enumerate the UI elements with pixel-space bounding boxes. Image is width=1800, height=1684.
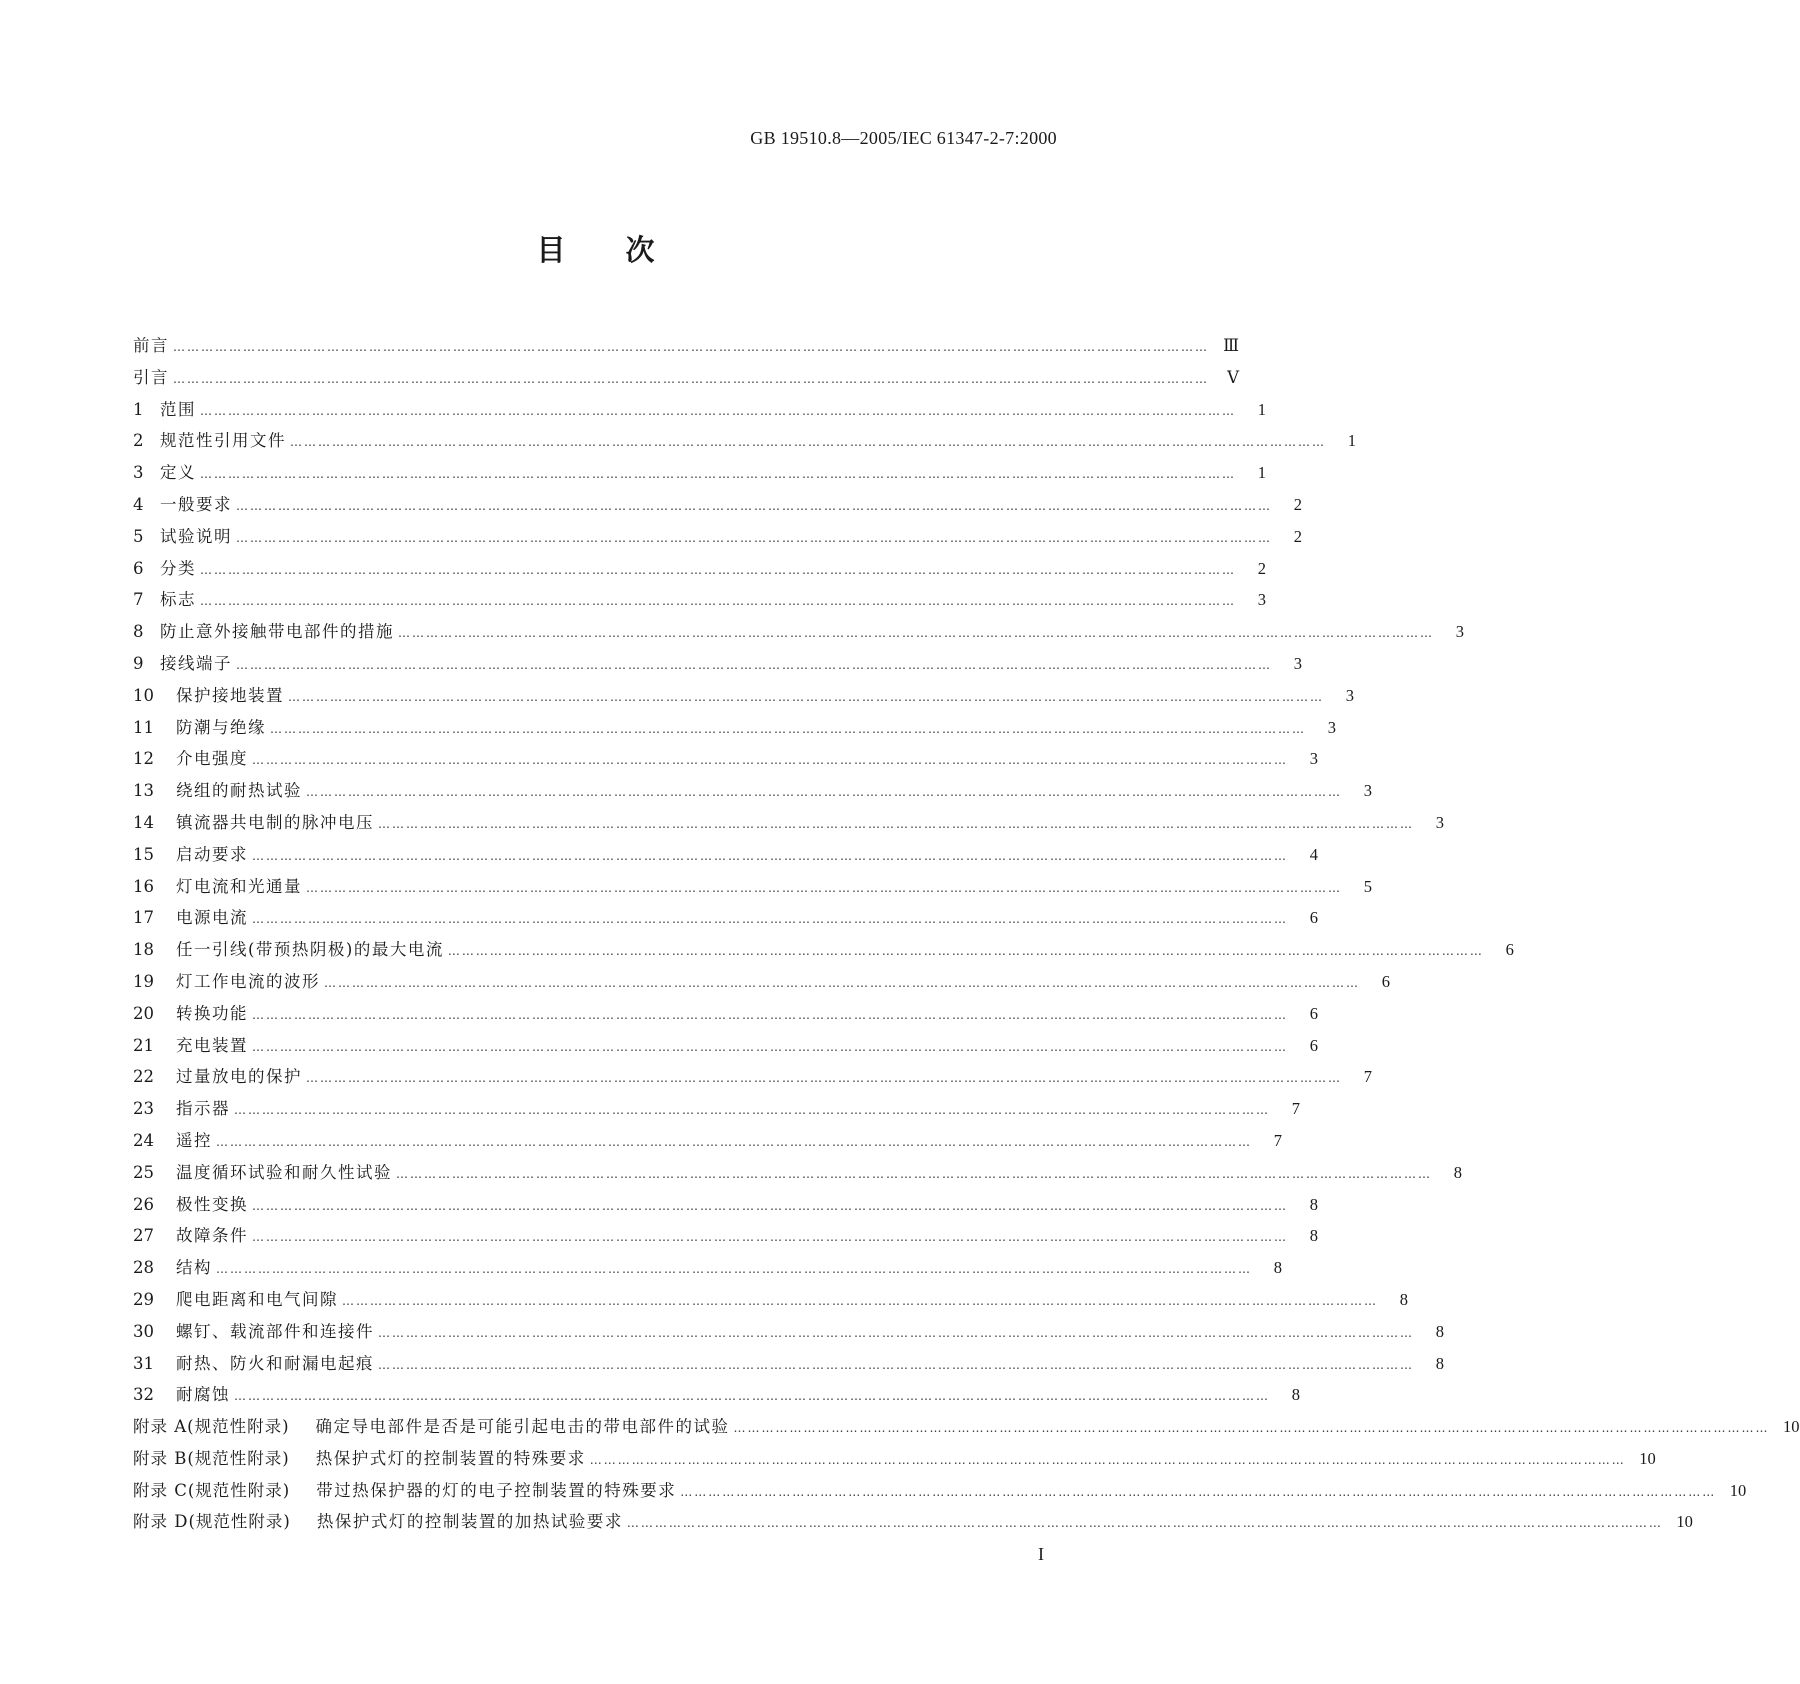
- toc-entry-number: 14: [133, 812, 154, 832]
- toc-entry[interactable]: [133, 491, 1302, 523]
- toc-entry-title: 前言: [133, 336, 169, 355]
- toc-entry-page: 4: [1309, 844, 1318, 864]
- dot-leader: ……………………………………………………………………………………………………………………………………………………………………………………………………: [306, 785, 1342, 800]
- toc-entry-page: 3: [1293, 653, 1302, 673]
- toc-annex-entry[interactable]: [133, 1508, 1693, 1540]
- dot-leader: ……………………………………………………………………………………………………………………………………………………………………………………………………: [626, 1516, 1663, 1531]
- toc-entry-page: 3: [1327, 717, 1336, 737]
- toc-entry-title: 规范性引用文件: [160, 431, 286, 451]
- toc-entry-title: 转换功能: [176, 1003, 248, 1023]
- toc-entry-number: 26: [133, 1194, 154, 1214]
- toc-entry-number: 16: [133, 876, 154, 896]
- toc-entry-number: 23: [133, 1099, 154, 1119]
- toc-entry-page: 1: [1257, 399, 1266, 419]
- annex-page: 10: [1729, 1480, 1747, 1500]
- toc-entry-number: 5: [133, 526, 144, 546]
- toc-entry[interactable]: [133, 396, 1266, 428]
- toc-entry-title: 任一引线(带预热阴极)的最大电流: [176, 940, 444, 960]
- toc-entry-title: 范围: [160, 399, 196, 419]
- dot-leader: ……………………………………………………………………………………………………………………………………………………………………………………………………: [270, 721, 1306, 736]
- toc-entry-number: 10: [133, 685, 154, 705]
- dot-leader: ……………………………………………………………………………………………………………………………………………………………………………………………………: [200, 403, 1236, 418]
- annex-page: 10: [1639, 1448, 1656, 1468]
- dot-leader: ……………………………………………………………………………………………………………………………………………………………………………………………………: [234, 1389, 1270, 1404]
- toc-entry[interactable]: [133, 1032, 1318, 1064]
- toc-entry-number: 28: [133, 1258, 154, 1278]
- toc-entry[interactable]: [133, 1350, 1444, 1382]
- toc-entry[interactable]: [133, 936, 1514, 968]
- toc-entry-title: 标志: [160, 590, 196, 610]
- toc-entry-page: 6: [1309, 1035, 1318, 1055]
- annex-title: 热保护式灯的控制装置的加热试验要求: [316, 1512, 623, 1532]
- toc-entry-number: 2: [133, 431, 144, 451]
- annex-label: 附录 C(规范性附录): [133, 1480, 291, 1500]
- toc-entry-page: 2: [1293, 526, 1302, 546]
- toc-entry[interactable]: [133, 523, 1302, 555]
- page-title: 目次: [536, 233, 715, 267]
- dot-leader: ……………………………………………………………………………………………………………………………………………………………………………………………………: [252, 1198, 1288, 1213]
- dot-leader: ……………………………………………………………………………………………………………………………………………………………………………………………………: [396, 1166, 1432, 1181]
- toc-entry[interactable]: [133, 1222, 1318, 1254]
- toc-entry-number: 22: [133, 1067, 154, 1087]
- dot-leader: ……………………………………………………………………………………………………………………………………………………………………………………………………: [306, 1071, 1342, 1086]
- toc-entry-page: 7: [1363, 1067, 1372, 1087]
- toc-entry[interactable]: [133, 459, 1266, 491]
- toc-entry[interactable]: [133, 1254, 1282, 1286]
- toc-entry-page: 3: [1455, 622, 1464, 642]
- dot-leader: ……………………………………………………………………………………………………………………………………………………………………………………………………: [378, 1357, 1414, 1372]
- toc-entry-title: 极性变换: [176, 1194, 248, 1214]
- dot-leader: ……………………………………………………………………………………………………………………………………………………………………………………………………: [398, 626, 1434, 641]
- toc-entry-title: 螺钉、载流部件和连接件: [176, 1321, 374, 1341]
- toc-entry[interactable]: [133, 427, 1356, 459]
- toc-entry[interactable]: [133, 714, 1336, 746]
- toc-entry-page: 3: [1257, 590, 1266, 610]
- dot-leader: ……………………………………………………………………………………………………………………………………………………………………………………………………: [342, 1293, 1378, 1308]
- dot-leader: ……………………………………………………………………………………………………………………………………………………………………………………………………: [324, 975, 1360, 990]
- toc-entry-title: 保护接地装置: [176, 685, 284, 705]
- toc-entry-page: 6: [1309, 1003, 1318, 1023]
- dot-leader: ……………………………………………………………………………………………………………………………………………………………………………………………………: [378, 816, 1414, 831]
- toc-entry-title: 耐腐蚀: [176, 1385, 230, 1405]
- toc-entry-number: 13: [133, 781, 154, 801]
- toc-entry-number: 4: [133, 494, 144, 514]
- toc-entry-page: 1: [1257, 463, 1266, 483]
- toc-entry[interactable]: [133, 1381, 1300, 1413]
- toc-entry-title: 引言: [133, 367, 169, 387]
- toc-entry-title: 过量放电的保护: [176, 1067, 302, 1087]
- toc-entry-number: 1: [133, 399, 144, 419]
- dot-leader: ……………………………………………………………………………………………………………………………………………………………………………………………………: [173, 340, 1209, 354]
- toc-entry-number: 7: [133, 590, 144, 610]
- dot-leader: ……………………………………………………………………………………………………………………………………………………………………………………………………: [236, 530, 1272, 545]
- annex-title: 热保护式灯的控制装置的特殊要求: [315, 1448, 586, 1468]
- toc-entry-page: 3: [1309, 749, 1318, 769]
- toc-entry-number: 32: [133, 1385, 154, 1405]
- toc-entry-title: 试验说明: [160, 526, 232, 546]
- toc-entry[interactable]: [133, 1095, 1300, 1127]
- dot-leader: ……………………………………………………………………………………………………………………………………………………………………………………………………: [200, 594, 1236, 609]
- toc-entry[interactable]: [133, 841, 1318, 873]
- dot-leader: ……………………………………………………………………………………………………………………………………………………………………………………………………: [252, 1230, 1288, 1245]
- dot-leader: ……………………………………………………………………………………………………………………………………………………………………………………………………: [290, 435, 1326, 450]
- toc-entry-page: 8: [1273, 1258, 1282, 1278]
- toc-entry-title: 耐热、防火和耐漏电起痕: [176, 1353, 374, 1373]
- toc-entry[interactable]: [133, 1286, 1408, 1318]
- toc-entry-page: 8: [1435, 1321, 1444, 1341]
- dot-leader: ……………………………………………………………………………………………………………………………………………………………………………………………………: [306, 880, 1342, 895]
- toc-entry-title: 镇流器共电制的脉冲电压: [176, 812, 374, 832]
- dot-leader: ……………………………………………………………………………………………………………………………………………………………………………………………………: [252, 848, 1288, 863]
- toc-entry[interactable]: [133, 1127, 1282, 1159]
- toc-entry-title: 电源电流: [176, 908, 248, 928]
- dot-leader: ……………………………………………………………………………………………………………………………………………………………………………………………………: [216, 1262, 1252, 1277]
- dot-leader: ……………………………………………………………………………………………………………………………………………………………………………………………………: [589, 1452, 1626, 1467]
- dot-leader: ……………………………………………………………………………………………………………………………………………………………………………………………………: [173, 371, 1209, 386]
- toc-entry-page: 8: [1309, 1226, 1318, 1246]
- annex-label: 附录 D(规范性附录): [133, 1512, 291, 1532]
- toc-entry[interactable]: [133, 650, 1302, 682]
- toc-entry-title: 爬电距离和电气间隙: [176, 1289, 338, 1309]
- toc-entry-number: 20: [133, 1003, 154, 1023]
- toc-entry-title: 故障条件: [176, 1226, 248, 1246]
- toc-entry-page: 6: [1381, 971, 1390, 991]
- toc-entry-title: 结构: [176, 1258, 212, 1278]
- toc-entry-introduction[interactable]: [133, 364, 1239, 396]
- toc-entry-title: 接线端子: [160, 653, 232, 673]
- dot-leader: ……………………………………………………………………………………………………………………………………………………………………………………………………: [378, 1325, 1414, 1340]
- toc-entry-page: 3: [1345, 685, 1354, 705]
- dot-leader: ……………………………………………………………………………………………………………………………………………………………………………………………………: [236, 498, 1272, 513]
- dot-leader: ……………………………………………………………………………………………………………………………………………………………………………………………………: [236, 657, 1272, 672]
- toc-entry[interactable]: [133, 1000, 1318, 1032]
- toc-entry-title: 分类: [160, 558, 196, 578]
- toc-entry-page: 2: [1257, 558, 1266, 578]
- toc-entry-foreword[interactable]: [133, 332, 1239, 364]
- toc-entry[interactable]: [133, 968, 1390, 1000]
- toc-entry-page: 8: [1291, 1385, 1300, 1405]
- toc-entry-title: 灯电流和光通量: [176, 876, 302, 896]
- toc-entry-number: 9: [133, 653, 144, 673]
- table-of-contents: [133, 332, 1800, 1540]
- toc-entry-page: 3: [1435, 812, 1444, 832]
- toc-entry-number: 30: [133, 1321, 154, 1341]
- toc-entry-title: 绕组的耐热试验: [176, 781, 302, 801]
- toc-entry-title: 定义: [160, 463, 196, 483]
- toc-entry-title: 充电装置: [176, 1035, 248, 1055]
- toc-entry-page: 3: [1363, 781, 1372, 801]
- toc-entry[interactable]: [133, 745, 1318, 777]
- toc-entry[interactable]: [133, 618, 1464, 650]
- toc-entry-number: 25: [133, 1162, 154, 1182]
- toc-entry-number: 19: [133, 971, 154, 991]
- toc-entry-number: 18: [133, 940, 154, 960]
- toc-entry-title: 一般要求: [160, 494, 232, 514]
- toc-entry[interactable]: [133, 777, 1372, 809]
- toc-entry-number: 11: [133, 717, 154, 737]
- dot-leader: ……………………………………………………………………………………………………………………………………………………………………………………………………: [252, 1039, 1288, 1054]
- annex-label: 附录 A(规范性附录): [133, 1417, 290, 1437]
- toc-entry-number: 12: [133, 749, 154, 769]
- toc-entry-page: Ⅲ: [1223, 336, 1239, 355]
- toc-entry[interactable]: [133, 682, 1354, 714]
- annex-title: 带过热保护器的灯的电子控制装置的特殊要求: [316, 1480, 677, 1500]
- toc-entry[interactable]: [133, 1191, 1318, 1223]
- annex-page: 10: [1783, 1417, 1800, 1437]
- toc-entry-page: 2: [1293, 494, 1302, 514]
- toc-entry-number: 3: [133, 463, 144, 483]
- toc-entry[interactable]: [133, 1159, 1462, 1191]
- toc-entry-title: 启动要求: [176, 844, 248, 864]
- toc-entry-title: 防潮与绝缘: [176, 717, 266, 737]
- toc-entry[interactable]: [133, 1063, 1372, 1095]
- toc-entry-number: 21: [133, 1035, 154, 1055]
- dot-leader: ……………………………………………………………………………………………………………………………………………………………………………………………………: [252, 753, 1288, 768]
- toc-entry-number: 15: [133, 844, 154, 864]
- toc-entry-page: 8: [1399, 1289, 1408, 1309]
- toc-entry-title: 介电强度: [176, 749, 248, 769]
- toc-entry-page: 8: [1453, 1162, 1462, 1182]
- toc-entry[interactable]: [133, 904, 1318, 936]
- toc-entry-page: Ⅴ: [1227, 367, 1239, 387]
- dot-leader: ……………………………………………………………………………………………………………………………………………………………………………………………………: [733, 1421, 1770, 1436]
- toc-entry-page: 8: [1309, 1194, 1318, 1214]
- toc-entry-page: 5: [1363, 876, 1372, 896]
- toc-entry-number: 31: [133, 1353, 154, 1373]
- toc-entry-page: 7: [1273, 1130, 1282, 1150]
- dot-leader: ……………………………………………………………………………………………………………………………………………………………………………………………………: [216, 1134, 1252, 1149]
- toc-annex-entry[interactable]: [133, 1413, 1800, 1445]
- annex-title: 确定导电部件是否是可能引起电击的带电部件的试验: [315, 1417, 730, 1437]
- annex-page: 10: [1676, 1512, 1693, 1532]
- toc-entry[interactable]: [133, 873, 1372, 905]
- toc-entry-title: 灯工作电流的波形: [176, 971, 320, 991]
- dot-leader: ……………………………………………………………………………………………………………………………………………………………………………………………………: [252, 1007, 1288, 1022]
- toc-entry-page: 1: [1347, 431, 1356, 451]
- toc-entry-title: 防止意外接触带电部件的措施: [160, 622, 394, 642]
- toc-entry-page: 7: [1291, 1099, 1300, 1119]
- toc-entry[interactable]: [133, 809, 1444, 841]
- toc-entry-page: 6: [1309, 908, 1318, 928]
- dot-leader: ……………………………………………………………………………………………………………………………………………………………………………………………………: [680, 1484, 1717, 1499]
- toc-entry-page: 6: [1505, 940, 1514, 960]
- toc-entry-number: 17: [133, 908, 154, 928]
- dot-leader: ……………………………………………………………………………………………………………………………………………………………………………………………………: [252, 912, 1288, 927]
- toc-entry-number: 29: [133, 1289, 154, 1309]
- standard-number: GB 19510.8—2005/IEC 61347-2-7:2000: [750, 128, 1057, 148]
- toc-entry-number: 24: [133, 1130, 154, 1150]
- dot-leader: ……………………………………………………………………………………………………………………………………………………………………………………………………: [200, 467, 1236, 482]
- toc-entry-title: 遥控: [176, 1130, 212, 1150]
- toc-entry[interactable]: [133, 555, 1266, 587]
- toc-entry-title: 指示器: [176, 1099, 230, 1119]
- dot-leader: ……………………………………………………………………………………………………………………………………………………………………………………………………: [200, 562, 1236, 577]
- toc-entry-number: 8: [133, 622, 144, 642]
- toc-annex-entry[interactable]: [133, 1477, 1747, 1509]
- dot-leader: ……………………………………………………………………………………………………………………………………………………………………………………………………: [447, 944, 1484, 959]
- page-number: I: [1038, 1544, 1044, 1564]
- toc-entry-title: 温度循环试验和耐久性试验: [176, 1162, 392, 1182]
- toc-entry[interactable]: [133, 1318, 1444, 1350]
- toc-entry-page: 8: [1435, 1353, 1444, 1373]
- toc-entry-number: 27: [133, 1226, 154, 1246]
- dot-leader: ……………………………………………………………………………………………………………………………………………………………………………………………………: [234, 1103, 1270, 1118]
- annex-label: 附录 B(规范性附录): [133, 1448, 290, 1468]
- toc-annex-entry[interactable]: [133, 1445, 1656, 1477]
- toc-entry-number: 6: [133, 558, 144, 578]
- toc-entry[interactable]: [133, 586, 1266, 618]
- dot-leader: ……………………………………………………………………………………………………………………………………………………………………………………………………: [288, 689, 1324, 704]
